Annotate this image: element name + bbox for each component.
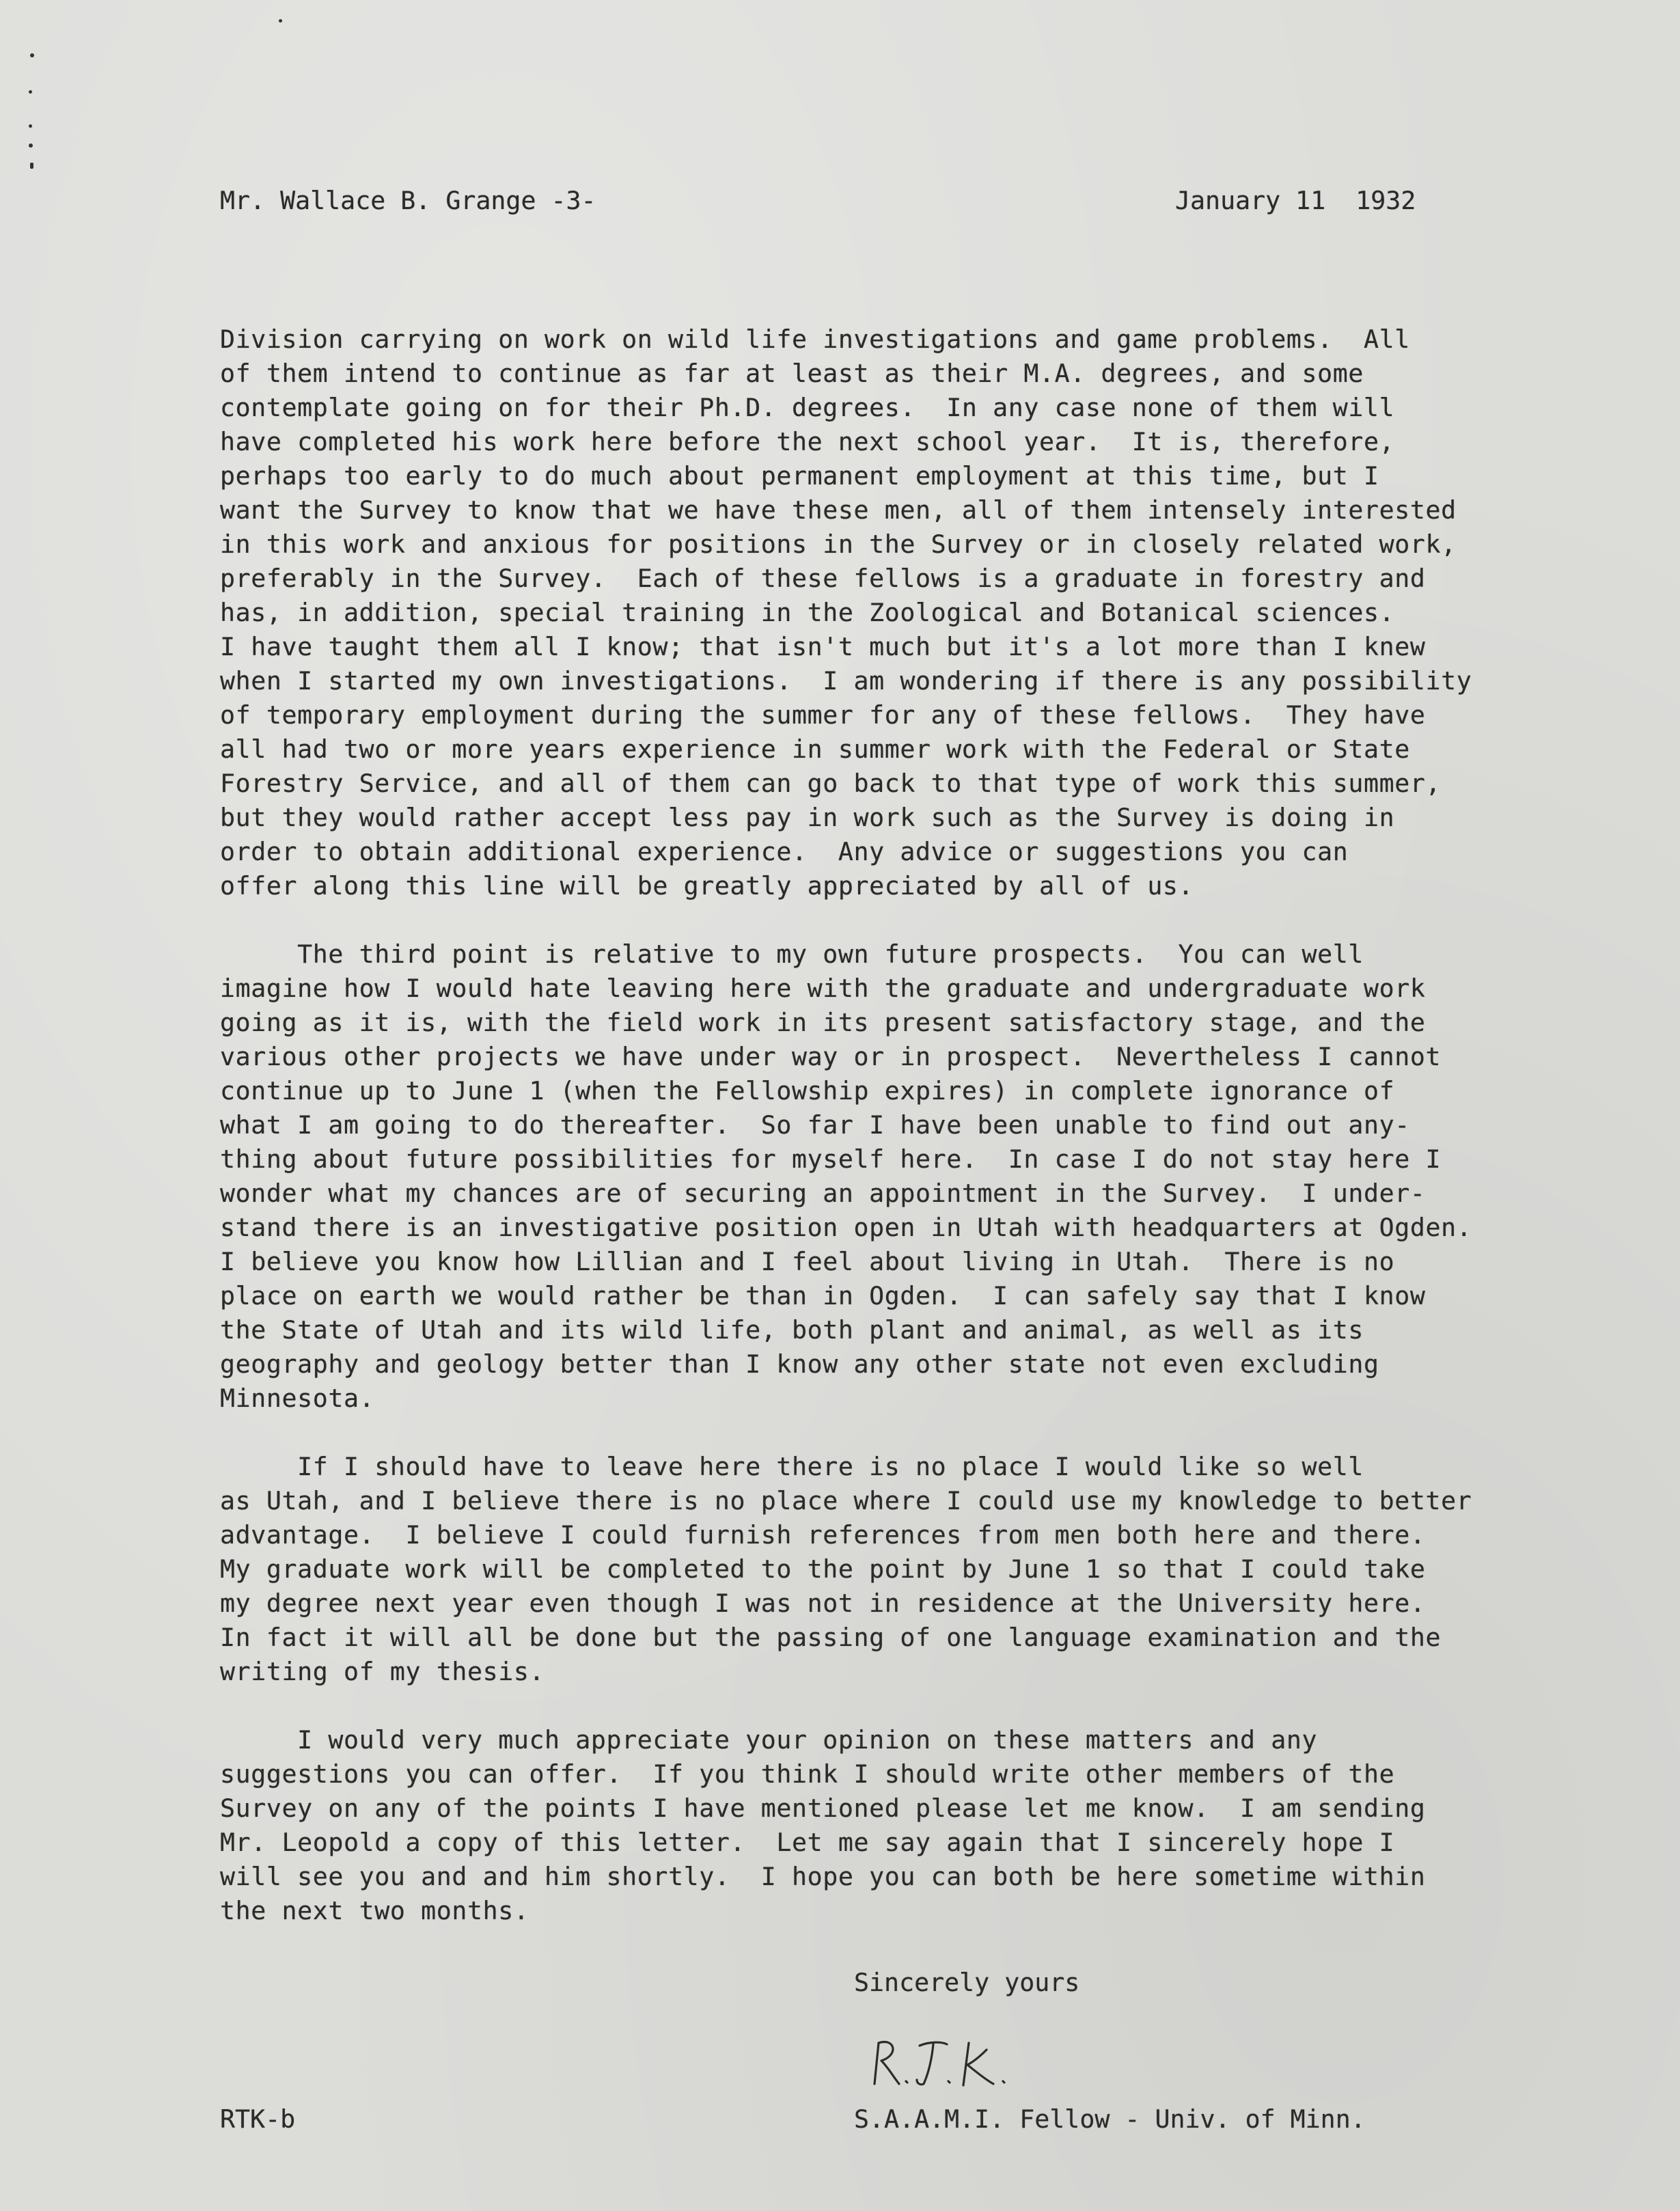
body-line: want the Survey to know that we have these men, all of them intensely interested: [220, 495, 1457, 525]
body-line: The third point is relative to my own future prospects. You can well: [220, 939, 1364, 969]
body-line: Survey on any of the points I have mentioned please let me know. I am sending: [220, 1794, 1426, 1823]
body-line: preferably in the Survey. Each of these fellows is a graduate in forestry and: [220, 564, 1426, 593]
body-line: will see you and and him shortly. I hope you can both be here sometime within: [220, 1862, 1426, 1891]
body-line: have completed his work here before the next school year. It is, therefore,: [220, 427, 1395, 456]
body-line: order to obtain additional experience. Any advice or suggestions you can: [220, 837, 1349, 866]
body-line: In fact it will all be done but the passing of one language examination and the: [220, 1623, 1442, 1652]
body-line: but they would rather accept less pay in work such as the Survey is doing in: [220, 803, 1395, 832]
body-line: If I should have to leave here there is no place I would like so well: [220, 1452, 1364, 1481]
body-line: wonder what my chances are of securing an appointment in the Survey. I under-: [220, 1179, 1426, 1208]
body-line: going as it is, with the field work in its present satisfactory stage, and the: [220, 1008, 1426, 1037]
signer-title: S.A.A.M.I. Fellow - Univ. of Minn.: [854, 2104, 1366, 2134]
body-line: various other projects we have under way or in prospect. Nevertheless I cannot: [220, 1042, 1442, 1071]
body-line: of temporary employment during the summer for any of these fellows. They have: [220, 700, 1426, 730]
body-line: Minnesota.: [220, 1384, 375, 1413]
body-line: contemplate going on for their Ph.D. degrees. In any case none of them will: [220, 393, 1395, 422]
body-line: continue up to June 1 (when the Fellowship expires) in complete ignorance of: [220, 1076, 1395, 1106]
body-line: all had two or more years experience in summer work with the Federal or State: [220, 734, 1410, 764]
body-line: I have taught them all I know; that isn't much but it's a lot more than I knew: [220, 632, 1426, 661]
body-line: in this work and anxious for positions in the Survey or in closely related work,: [220, 530, 1457, 559]
body-line: offer along this line will be greatly appreciated by all of us.: [220, 871, 1194, 901]
body-line: writing of my thesis.: [220, 1657, 545, 1686]
body-line: has, in addition, special training in the Zoological and Botanical sciences.: [220, 598, 1395, 627]
closing-salutation: Sincerely yours: [854, 1968, 1080, 1997]
body-line: I would very much appreciate your opinion on these matters and any: [220, 1725, 1318, 1755]
letter-date: January 11 1932: [1175, 186, 1416, 215]
body-line: stand there is an investigative position open in Utah with headquarters at Ogden.: [220, 1213, 1472, 1242]
body-line: what I am going to do thereafter. So far I have been unable to find out any-: [220, 1110, 1410, 1140]
body-line: I believe you know how Lillian and I feel about living in Utah. There is no: [220, 1247, 1395, 1276]
recipient-header: Mr. Wallace B. Grange -3-: [220, 186, 596, 215]
body-line: thing about future possibilities for myself here. In case I do not stay here I: [220, 1144, 1442, 1174]
typist-initials: RTK-b: [220, 2104, 296, 2134]
body-line: the State of Utah and its wild life, both plant and animal, as well as its: [220, 1315, 1364, 1345]
body-line: imagine how I would hate leaving here with the graduate and undergraduate work: [220, 974, 1426, 1003]
body-line: of them intend to continue as far at least as their M.A. degrees, and some: [220, 359, 1364, 388]
body-line: place on earth we would rather be than in Ogden. I can safely say that I know: [220, 1281, 1426, 1310]
body-line: perhaps too early to do much about permanent employment at this time, but I: [220, 461, 1379, 491]
body-line: My graduate work will be completed to the point by June 1 so that I could take: [220, 1554, 1426, 1584]
body-line: Division carrying on work on wild life investigations and game problems. All: [220, 325, 1410, 354]
body-line: suggestions you can offer. If you think I should write other members of the: [220, 1759, 1395, 1789]
body-line: my degree next year even though I was not in residence at the University here.: [220, 1589, 1426, 1618]
handwritten-signature: [866, 2022, 1030, 2098]
body-line: geography and geology better than I know any other state not even excluding: [220, 1349, 1379, 1379]
body-line: advantage. I believe I could furnish references from men both here and there.: [220, 1520, 1426, 1550]
body-line: the next two months.: [220, 1896, 529, 1925]
body-line: Forestry Service, and all of them can go back to that type of work this summer,: [220, 769, 1442, 798]
body-line: as Utah, and I believe there is no place where I could use my knowledge to better: [220, 1486, 1472, 1515]
body-line: Mr. Leopold a copy of this letter. Let me say again that I sincerely hope I: [220, 1828, 1395, 1857]
body-line: when I started my own investigations. I am wondering if there is any possibility: [220, 666, 1472, 696]
